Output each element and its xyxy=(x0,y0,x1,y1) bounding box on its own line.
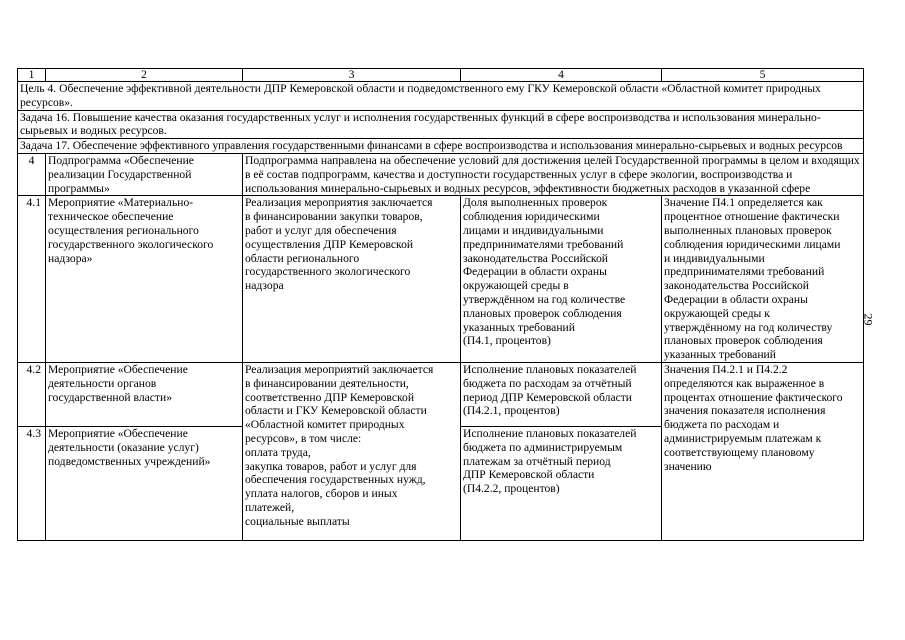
indicator-name: Исполнение плановых показателей бюджета по администрируемым платежам за отчётный период ДПР Кемеровской области (П4.2.2, процентов) xyxy=(461,426,662,540)
subprogram-row xyxy=(18,153,864,195)
column-number: 2 xyxy=(46,69,243,82)
measure-description: Реализация мероприятия заключается в финансировании закупки товаров, работ и услуг для обеспечения осуществления ДПР Кемеровской области регионального государственного экологического надзора xyxy=(243,196,461,363)
page-number: 29 xyxy=(861,313,876,326)
measure-name: Мероприятие «Материально- техническое обеспечение осуществления регионального государственного экологического надзора» xyxy=(46,196,243,363)
program-table xyxy=(17,68,864,541)
column-number: 3 xyxy=(243,69,461,82)
row-number: 4.1 xyxy=(18,196,46,363)
measure-name: Мероприятие «Обеспечение деятельности органов государственной власти» xyxy=(46,362,243,426)
task-row xyxy=(18,110,864,139)
calculation-method: Значения П4.2.1 и П4.2.2 определяются как выраженное в процентах отношение фактического значения показателя исполнения бюджета по расходам и администрируемым платежам к соответствующему плановому значению xyxy=(662,362,864,540)
goal-row xyxy=(18,82,864,111)
measure-name: Мероприятие «Обеспечение деятельности (оказание услуг) подведомственных учреждений» xyxy=(46,426,243,540)
calculation-method: Значение П4.1 определяется как процентное отношение фактически выполненных плановых проверок соблюдения юридическими лицами и индивидуальными предпринимателями требований законодательства Российской Федерации в области охраны окружающей среды к утверждённому на год количеству плановых проверок соблюдения указанных требований xyxy=(662,196,864,363)
column-number: 5 xyxy=(662,69,864,82)
row-number: 4.3 xyxy=(18,426,46,540)
row-number: 4 xyxy=(18,153,46,195)
column-number-row xyxy=(18,69,864,82)
column-number: 1 xyxy=(18,69,46,82)
task-17-text: Задача 17. Обеспечение эффективного управления государственными финансами в сфере воспроизводства и использования минерально-сырьевых и водных ресурсов xyxy=(18,139,864,154)
task-16-text: Задача 16. Повышение качества оказания государственных услуг и исполнения государственных функций в сфере воспроизводства и использования минерально-сырьевых и водных ресурсов. xyxy=(18,110,864,139)
subprogram-description: Подпрограмма направлена на обеспечение условий для достижения целей Государственной программы в целом и входящих в её состав подпрограмм, качества и доступности государственных услуг в сфере экологии, воспроизводства и использования минерально-сырьевых и водных ресурсов, эффективности бюджетных расходов в указанной сфере xyxy=(243,153,864,195)
measure-row-4-2 xyxy=(18,362,864,426)
column-number: 4 xyxy=(461,69,662,82)
measure-description: Реализация мероприятий заключается в финансировании деятельности, соответственно ДПР Кемеровской области и ГКУ Кемеровской области «Областной комитет природных ресурсов», в том числе: оплата труда, закупка товаров, работ и услуг для обеспечения государственных нужд, уплата налогов, сборов и иных платежей, социальные выплаты xyxy=(243,362,461,540)
indicator-name: Доля выполненных проверок соблюдения юридическими лицами и индивидуальными предпринимателями требований законодательства Российской Федерации в области охраны окружающей среды в утверждённом на год количестве плановых проверок соблюдения указанных требований (П4.1, процентов) xyxy=(461,196,662,363)
task-row xyxy=(18,139,864,154)
measure-row-4-1 xyxy=(18,196,864,363)
subprogram-name: Подпрограмма «Обеспечение реализации Государственной программы» xyxy=(46,153,243,195)
indicator-name: Исполнение плановых показателей бюджета по расходам за отчётный период ДПР Кемеровской области (П4.2.1, процентов) xyxy=(461,362,662,426)
goal-text: Цель 4. Обеспечение эффективной деятельности ДПР Кемеровской области и подведомственного ему ГКУ Кемеровской области «Областной комитет природных ресурсов». xyxy=(18,82,864,111)
row-number: 4.2 xyxy=(18,362,46,426)
